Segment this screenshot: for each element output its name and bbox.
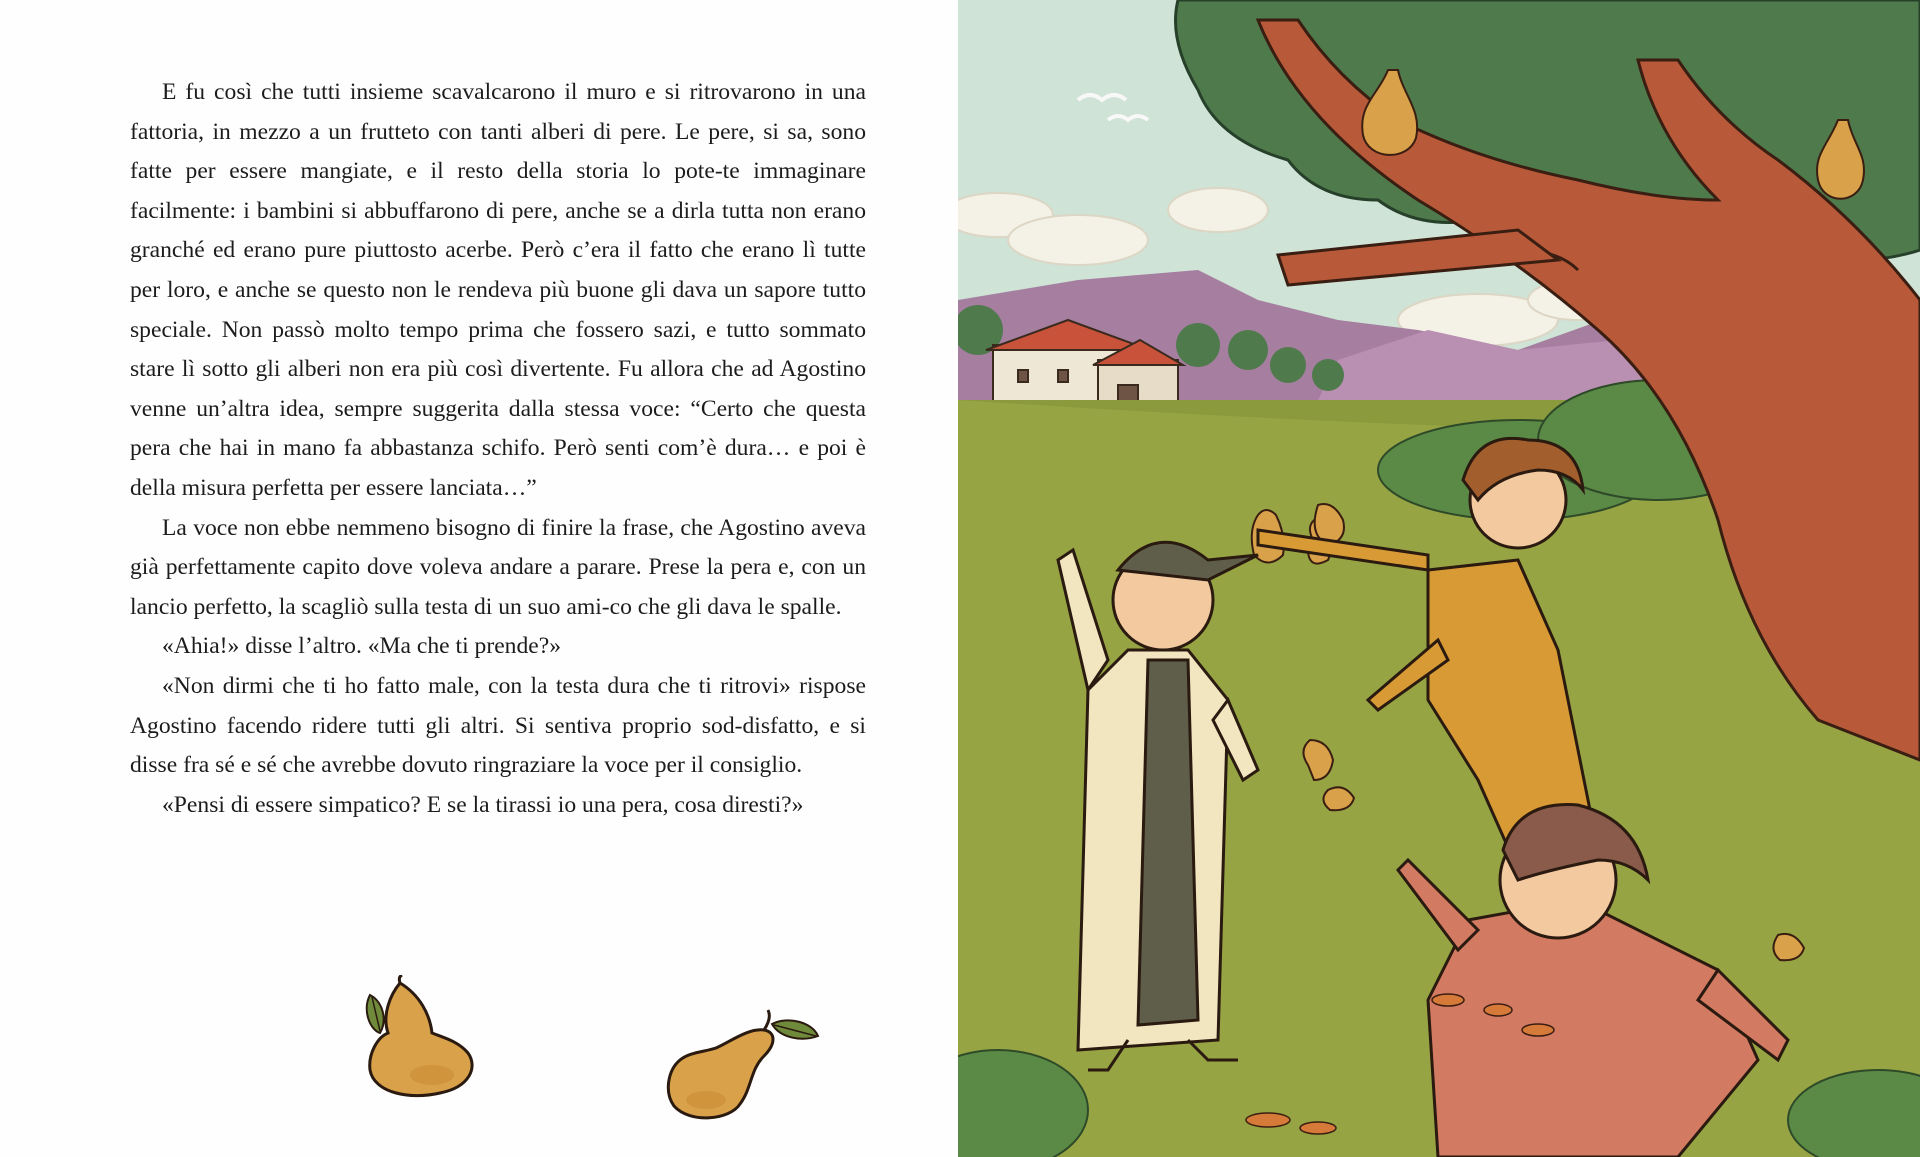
- story-text: [130, 73, 866, 825]
- paragraph-5: «Pensi di essere simpatico? E se la tirassi io una pera, cosa diresti?»: [162, 791, 804, 818]
- paragraph-1: E fu così che tutti insieme scavalcarono il muro e si ritrovarono in una fattoria, in mezzo a un frutteto con tanti alberi di pere. Le pere, si sa, sono fatte per essere mangiate, e il resto della storia lo pote-te immaginare facilmente: i bambini si abbuffarono di pere, anche se a dirla tutta non erano granché ed erano pure piuttosto acerbe. Però c’era il fatto che erano lì tutte per loro, e anche se questo non le rendeva più buone gli dava un sapore tutto speciale. Non passò molto tempo prima che fossero sazi, e tutto sommato stare lì sotto gli alberi non era più così divertente. Fu allora che ad Agostino venne un’altra idea, sempre suggerita dalla stessa voce: “Certo che questa pera che hai in mano fa abbastanza schifo. Però senti com’è dura… e poi è della misura perfetta per essere lanciata…”: [130, 79, 866, 501]
- left-page: [0, 0, 958, 1157]
- orchard-illustration: [958, 0, 1920, 1157]
- illustration-page: [958, 0, 1920, 1157]
- paragraph-2: La voce non ebbe nemmeno bisogno di finire la frase, che Agostino aveva già perfettamente capito dove voleva andare a parare. Prese la pera e, con un lancio perfetto, la scagliò sulla testa di un suo ami-co che gli dava le spalle.: [130, 514, 866, 620]
- paragraph-4: «Non dirmi che ti ho fatto male, con la testa dura che ti ritrovi» rispose Agostino facendo ridere tutti gli altri. Si sentiva proprio sod-disfatto, e si disse fra sé e sé che avrebbe dovuto ringraziare la voce per il consiglio.: [130, 672, 866, 779]
- pear-illustration-right: [660, 1000, 830, 1125]
- pear-illustration-left: [360, 975, 540, 1105]
- paragraph-3: «Ahia!» disse l’altro. «Ma che ti prende?»: [162, 633, 561, 660]
